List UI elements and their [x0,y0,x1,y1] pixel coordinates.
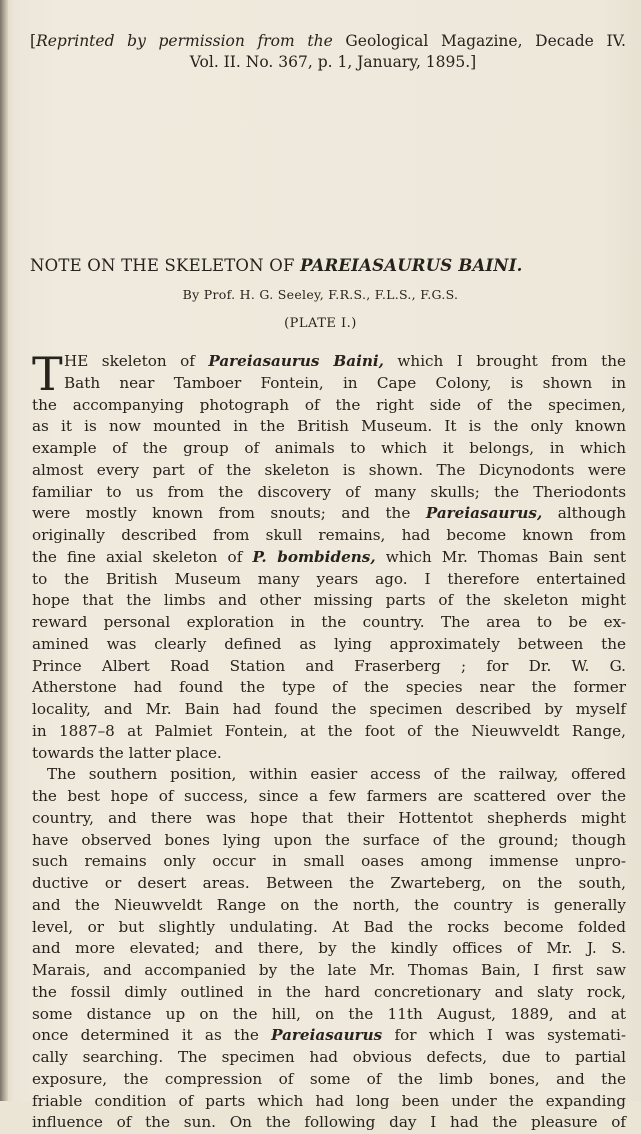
text-line: country, and there was hope that their Hottentot shepherds might [32,808,626,827]
text-line: reward personal exploration in the country. The area to be ex- [32,613,626,631]
article-title: NOTE ON THE SKELETON OF PAREIASAURUS BAINI. [30,256,523,275]
body-lines [32,347,626,1134]
text-line: towards the latter place. [32,743,222,762]
article-title-species: PAREIASAURUS BAINI. [300,256,523,275]
reprint-note [30,31,626,73]
article-body [32,347,626,1134]
text-line: ductive or desert areas. Between the Zwarteberg, on the south, [32,874,626,892]
text-line: cally searching. The specimen had obvious defects, due to partial [32,1048,626,1066]
text-line: hope that the limbs and other missing parts of the skeleton might [32,591,626,610]
text-line: Bath near Tamboer Fontein, in Cape Colony, is shown in [64,373,626,392]
text-line: locality, and Mr. Bain had found the specimen described by myself [32,700,626,718]
text-line: once determined it as the Pareiasaurus for which I was systemati- [32,1026,626,1045]
text-line: and the Nieuwveldt Range on the north, the country is generally [32,895,626,914]
reprint-note-line-1: [Reprinted by permission from the Geological Magazine, Decade IV. [30,32,626,50]
text-line: Marais, and accompanied by the late Mr. Thomas Bain, I first saw [32,961,626,979]
text-line: the best hope of success, since a few farmers are scattered over the [32,787,626,805]
text-line: Prince Albert Road Station and Fraserberg ; for Dr. W. G. [32,656,626,675]
text-line: have observed bones lying upon the surface of the ground; though [32,830,626,849]
author-byline: By Prof. H. G. Seeley, F.R.S., F.L.S., F.G.S. [182,287,459,302]
text-line: exposure, the compression of some of the limb bones, and the [32,1069,626,1088]
text-line: the fine axial skeleton of P. bombidens, which Mr. Thomas Bain sent [32,547,626,566]
text-line: level, or but slightly undulating. At Bad the rocks become folded [32,917,626,936]
text-line: some distance up on the hill, on the 11th August, 1889, and at [32,1004,626,1023]
text-line: the accompanying photograph of the right side of the specimen, [32,395,626,414]
text-line: example of the group of animals to which it belongs, in which [32,439,626,457]
text-line: familiar to us from the discovery of many skulls; the Theriodonts [32,482,626,501]
reprint-note-italic: Reprinted by permission from the [36,32,333,50]
text-line: amined was clearly defined as lying approximately between the [32,634,626,653]
text-line: to the British Museum many years ago. I therefore entertained [32,569,626,588]
text-line: almost every part of the skeleton is shown. The Dicynodonts were [32,460,626,479]
reprint-note-line-2: Vol. II. No. 367, p. 1, January, 1895.] [189,53,477,71]
text-line: the fossil dimly outlined in the hard concretionary and slaty rock, [32,982,626,1001]
text-line: The southern position, within easier access of the railway, offered [47,765,626,784]
text-line: influence of the sun. On the following day I had the pleasure of [32,1113,626,1132]
drop-cap: T [32,347,63,401]
text-line: and more elevated; and there, by the kindly offices of Mr. J. S. [32,939,626,958]
text-line: such remains only occur in small oases among immense unpro- [32,852,626,871]
text-line: originally described from skull remains, had become known from [32,526,626,544]
text-line: friable condition of parts which had long been under the expanding [32,1091,626,1110]
text-line: in 1887–8 at Palmiet Fontein, at the foot of the Nieuwveldt Range, [32,721,626,740]
text-line: Atherstone had found the type of the species near the former [32,678,626,697]
binding-edge [0,0,8,1101]
text-line: were mostly known from snouts; and the Pareiasaurus, although [32,504,626,523]
text-line: HE skeleton of Pareiasaurus Baini, which I brought from the [64,352,626,370]
text-line: as it is now mounted in the British Museum. It is the only known [32,417,626,436]
plate-reference: (PLATE I.) [284,316,357,331]
